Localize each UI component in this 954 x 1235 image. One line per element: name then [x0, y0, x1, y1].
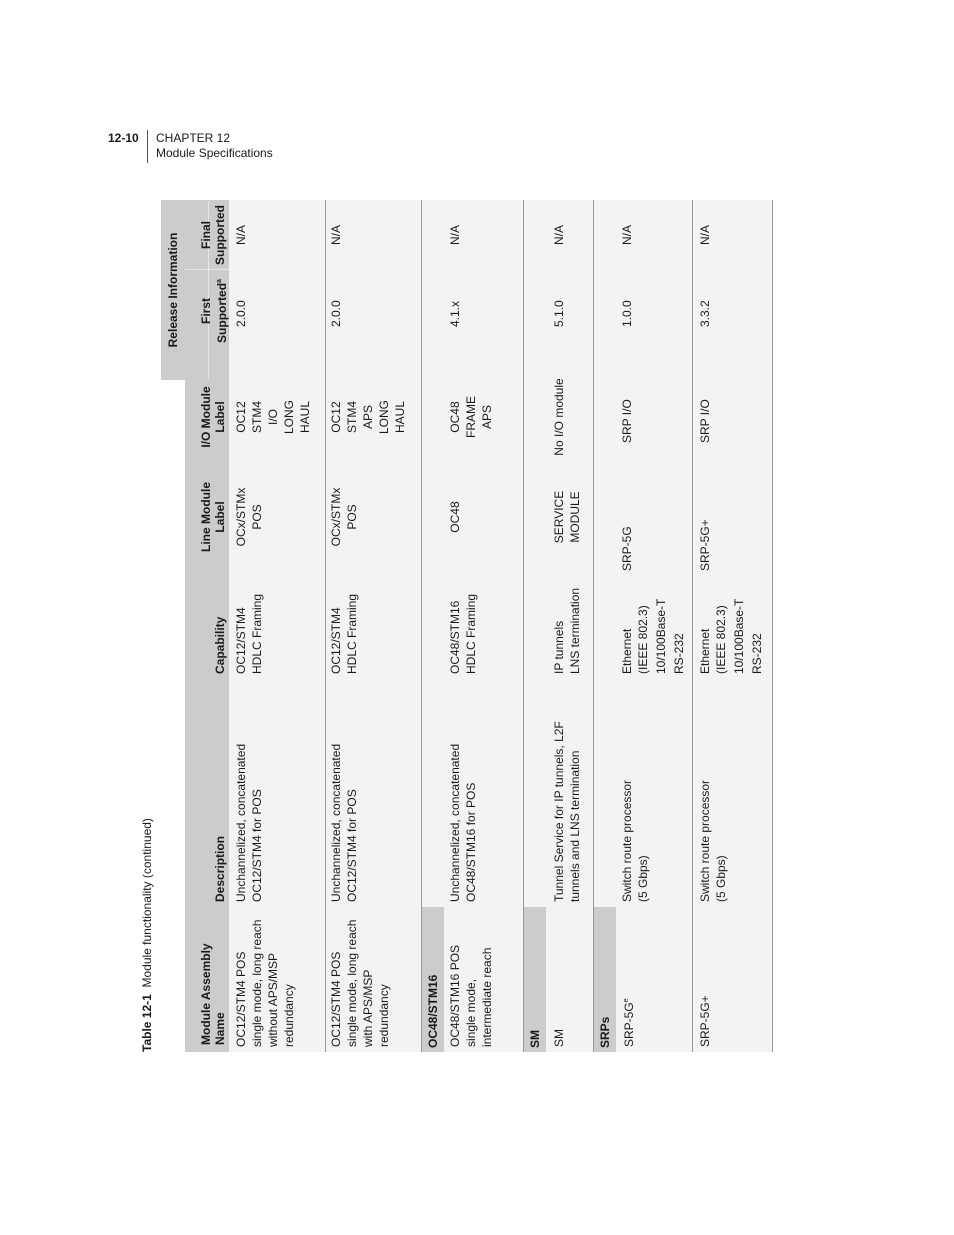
header-final-supported: [199, 200, 227, 270]
row-divider: [772, 200, 773, 1052]
section-label: OC48/STM16: [422, 907, 444, 1052]
header-io-line-1: I/O Module: [199, 386, 213, 448]
header-name-line-1: Module Assembly: [199, 943, 213, 1045]
cell-name: SRP-$5G^e$: [622, 998, 636, 1047]
cell-final-supported: N/A: [552, 224, 566, 245]
header-column-divider: [185, 269, 229, 270]
cell-line-module: SRP-5G+: [698, 519, 712, 571]
cell-line-module: SERVICE MODULE: [552, 490, 582, 544]
cell-io-module: OC12 STM4 I/O LONG HAUL: [234, 400, 312, 435]
page-number: 12-10: [108, 131, 139, 145]
header-final-line-1: Final: [199, 221, 213, 250]
cell-name: OC48/STM16 POS single mode, intermediate reach: [448, 944, 494, 1047]
cell-io-module: No I/O module: [552, 378, 566, 456]
header-first-supported: [199, 270, 229, 352]
cell-capability: Ethernet (IEEE 802.3) 10/100Base-T RS-232: [620, 598, 686, 674]
cell-capability: IP tunnels LNS termination: [552, 587, 582, 674]
row-divider: [325, 200, 326, 1052]
cell-line-module: OCx/STMx POS: [329, 487, 359, 547]
cell-first-supported: 2.0.0: [329, 300, 343, 327]
header-name-line-2: Name: [213, 1012, 227, 1045]
cell-first-supported: 5.1.0: [552, 300, 566, 327]
release-information-header: Release Information: [161, 200, 185, 380]
cell-line-module: OCx/STMx POS: [234, 487, 264, 547]
chapter-label: CHAPTER 12: [156, 131, 231, 145]
cell-description: Unchannelized, concatenated OC12/STM4 for POS: [234, 743, 264, 902]
footnote-a-marker: a: [216, 279, 223, 283]
cell-first-supported: 1.0.0: [620, 300, 634, 327]
cell-io-module: SRP I/O: [620, 399, 634, 443]
section-label: SM: [524, 907, 546, 1052]
cell-final-supported: N/A: [448, 224, 462, 245]
section-row-srps: [594, 200, 616, 1052]
header-line-module-label: [199, 462, 227, 572]
table-caption-text: Module functionality (continued): [140, 818, 154, 988]
cell-final-supported: N/A: [698, 224, 712, 245]
cell-capability: OC12/STM4 HDLC Framing: [234, 593, 264, 674]
section-row-oc48-stm16: [422, 200, 444, 1052]
page-header: [0, 0, 954, 170]
header-divider: [147, 130, 148, 163]
cell-description: Unchannelized, concatenated OC48/STM16 for POS: [448, 743, 478, 902]
cell-final-supported: N/A: [234, 224, 248, 245]
table-caption-label: Table 12-1: [140, 994, 154, 1052]
cell-name: SRP-5G+: [698, 995, 712, 1047]
rotated-table-region: [140, 200, 773, 1052]
cell-description: Tunnel Service for IP tunnels, L2F tunnels and LNS termination: [552, 721, 582, 902]
header-io-line-2: Label: [213, 401, 227, 433]
header-module-assembly-name: [199, 905, 227, 1045]
cell-name: OC12/STM4 POS single mode, long reach with APS/MSP redundancy: [329, 919, 391, 1047]
cell-capability: OC12/STM4 HDLC Framing: [329, 593, 359, 674]
cell-name: SM: [552, 1029, 566, 1047]
footnote-e-marker: e: [623, 998, 630, 1003]
cell-line-module: SRP-5G: [620, 526, 634, 571]
header-first-line-2: Supported: [215, 282, 229, 343]
table-caption: [140, 818, 154, 1052]
cell-description: Switch route processor (5 Gbps): [620, 779, 650, 902]
cell-io-module: SRP I/O: [698, 399, 712, 443]
chapter-title: Module Specifications: [156, 146, 273, 160]
header-line-line-2: Label: [213, 501, 227, 533]
cell-final-supported: N/A: [620, 224, 634, 245]
cell-io-module: OC48 FRAME APS: [448, 396, 494, 438]
cell-io-module: OC12 STM4 APS LONG HAUL: [329, 400, 407, 435]
section-row-sm: [524, 200, 546, 1052]
header-line-line-1: Line Module: [199, 482, 213, 552]
header-final-line-2: Supported: [213, 205, 227, 265]
cell-first-supported: 2.0.0: [234, 300, 248, 327]
cell-first-supported: 3.3.2: [698, 300, 712, 327]
cell-capability: OC48/STM16 HDLC Framing: [448, 593, 478, 674]
section-label: SRPs: [594, 907, 616, 1052]
header-io-module-label: [199, 372, 227, 462]
header-capability: Capability: [213, 616, 227, 674]
module-functionality-table: [166, 200, 773, 1052]
cell-line-module: OC48: [448, 501, 462, 533]
cell-description: Switch route processor (5 Gbps): [698, 779, 728, 902]
cell-first-supported: 4.1.x: [448, 300, 462, 327]
cell-description: Unchannelized, concatenated OC12/STM4 for POS: [329, 743, 359, 902]
header-description: Description: [213, 835, 227, 902]
header-first-line-1: First: [199, 298, 213, 325]
cell-name: OC12/STM4 POS single mode, long reach without APS/MSP redundancy: [234, 919, 296, 1047]
cell-capability: Ethernet (IEEE 802.3) 10/100Base-T RS-232: [698, 598, 764, 674]
row-divider: [692, 200, 693, 1052]
cell-final-supported: N/A: [329, 224, 343, 245]
